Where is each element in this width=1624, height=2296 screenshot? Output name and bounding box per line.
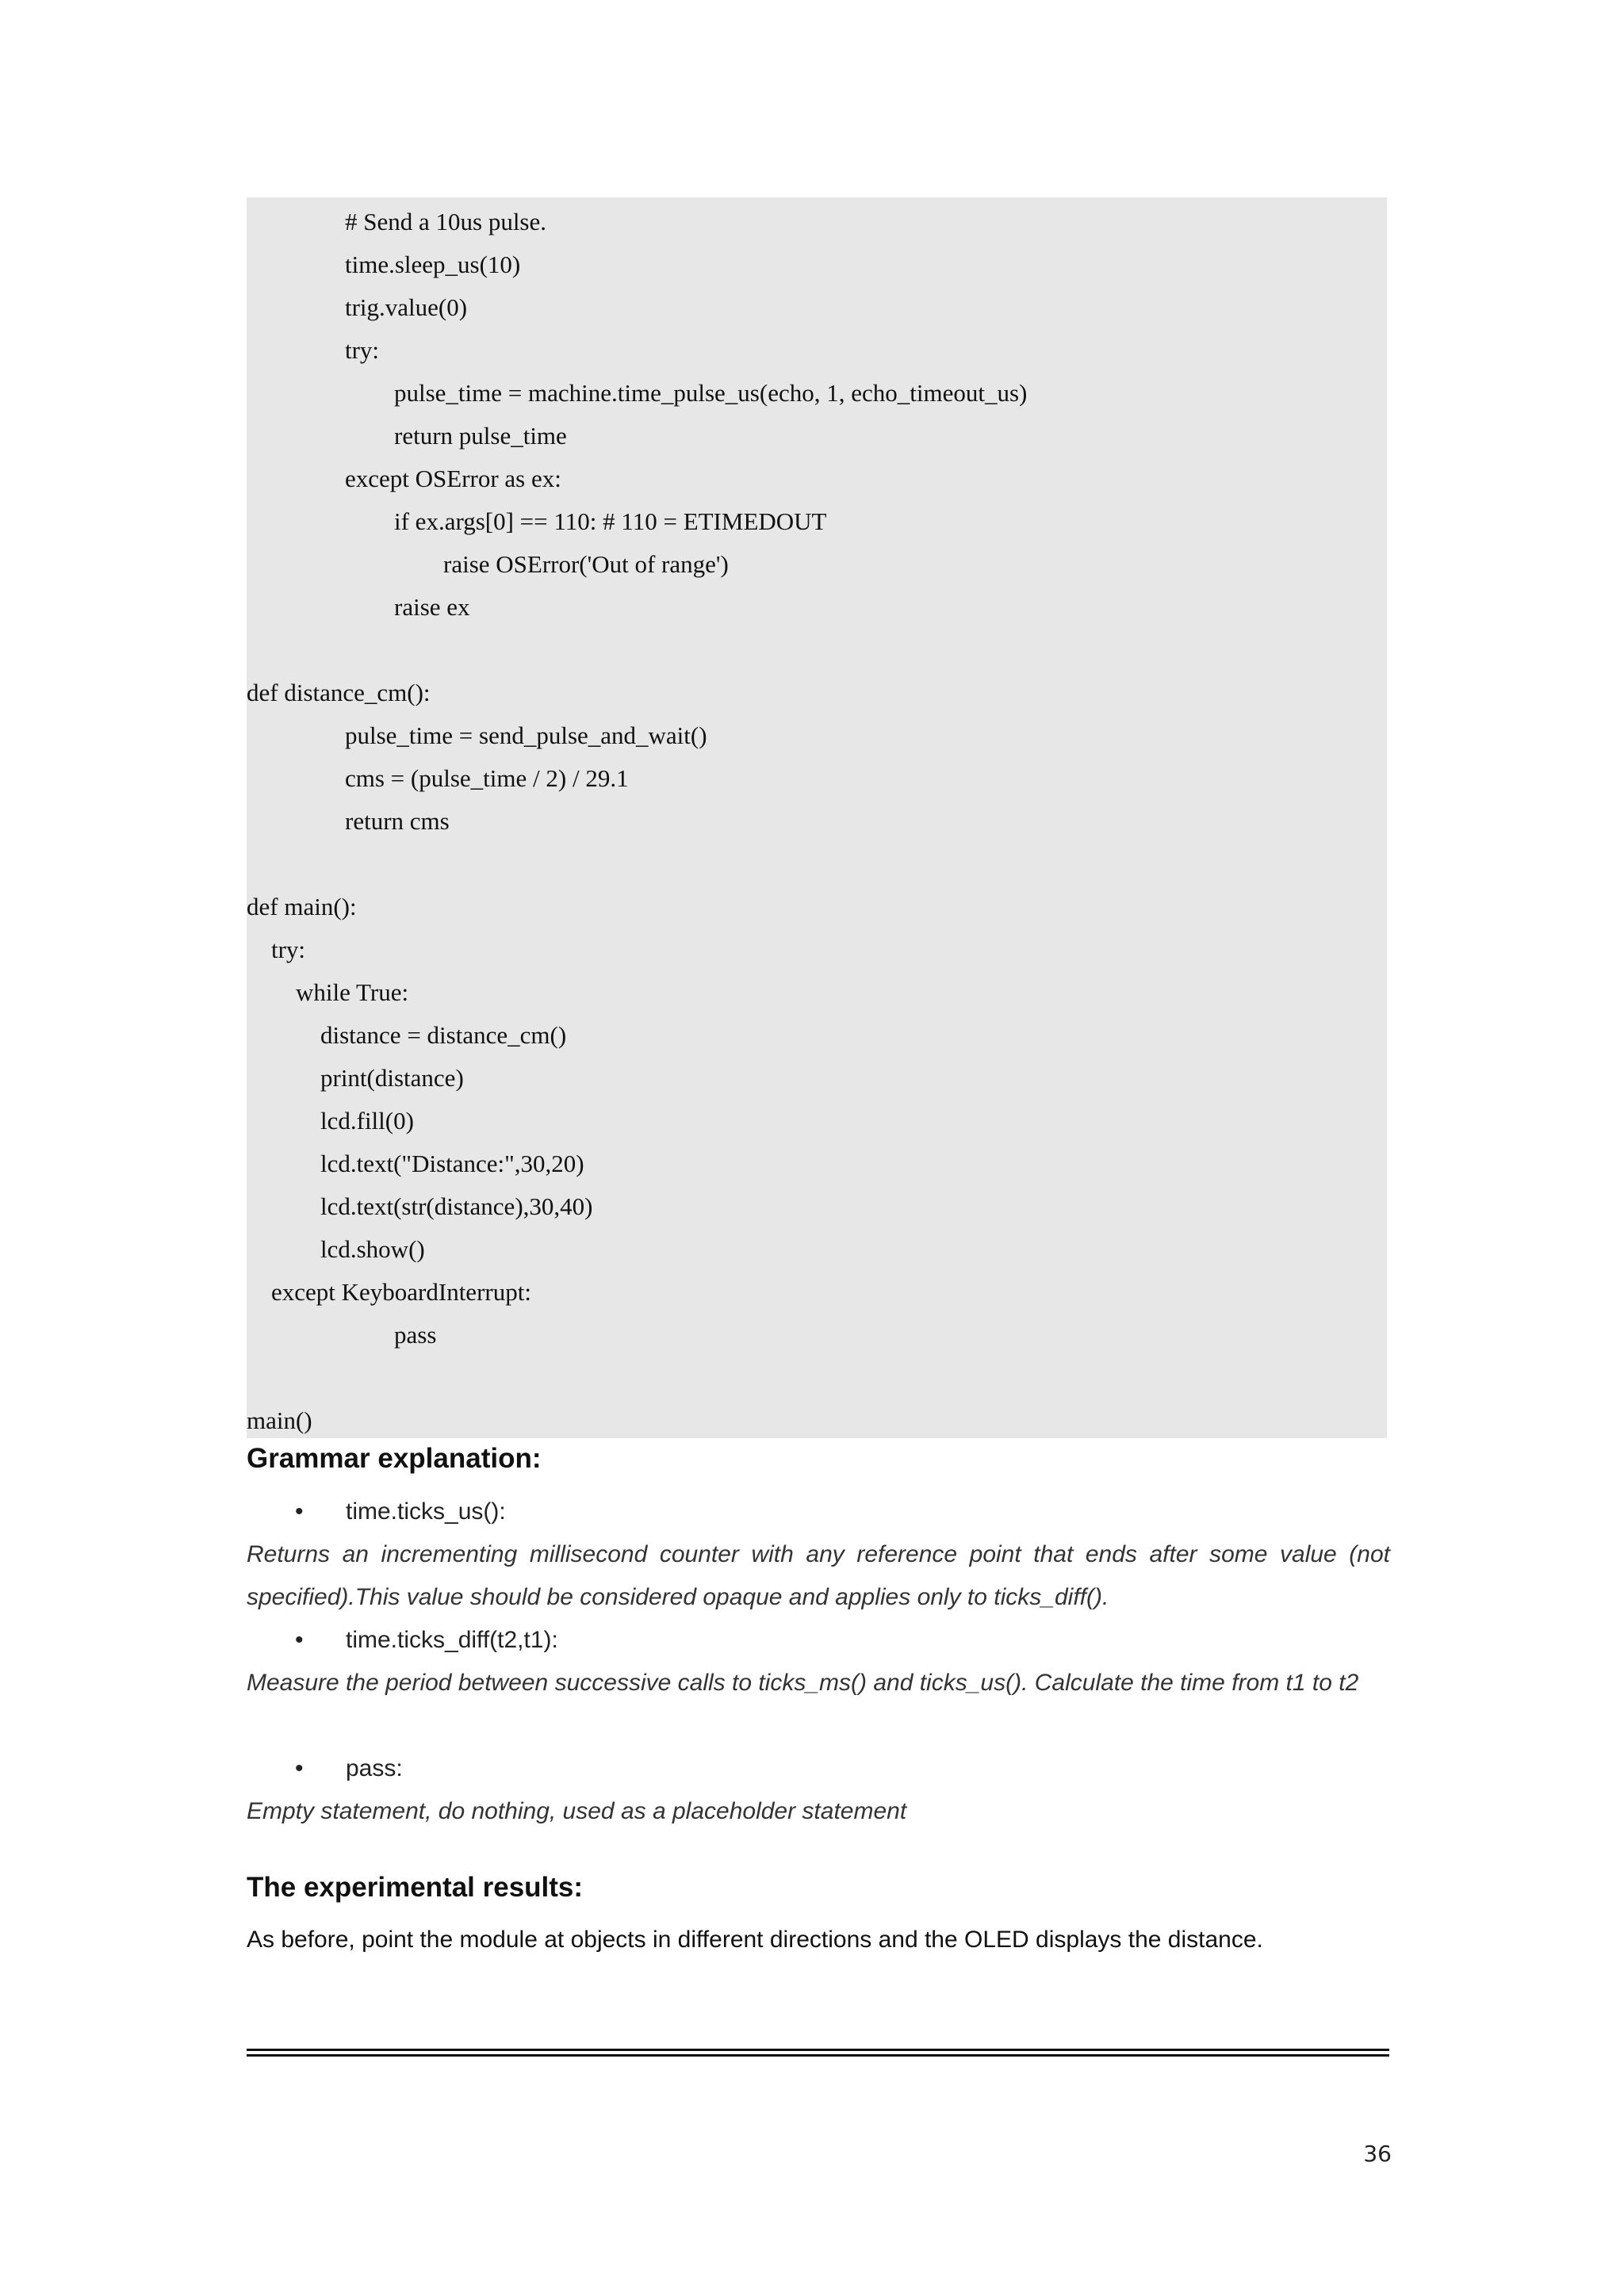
- results-heading: The experimental results:: [247, 1872, 584, 1903]
- code-line: try:: [345, 336, 380, 364]
- footer-rule-top: [247, 2049, 1389, 2051]
- code-line: # Send a 10us pulse.: [345, 208, 547, 235]
- code-line: def distance_cm():: [247, 679, 431, 706]
- code-line: distance = distance_cm(): [320, 1021, 567, 1049]
- grammar-item-description: Measure the period between successive calls to ticks_ms() and ticks_us(). Calculate the time from t1 to t2: [247, 1670, 1359, 1696]
- grammar-item-term: time.ticks_diff(t2,t1):: [346, 1627, 558, 1653]
- code-line: raise ex: [394, 593, 470, 621]
- bullet-icon: •: [295, 1498, 304, 1525]
- code-line: main(): [247, 1406, 312, 1434]
- code-line: cms = (pulse_time / 2) / 29.1: [345, 764, 629, 792]
- grammar-item-description: Returns an incrementing millisecond counter with any reference point that ends after some value (not specified).This value should be considered opaque and applies only to ticks_diff().: [247, 1541, 1390, 1610]
- grammar-item-description: Empty statement, do nothing, used as a placeholder statement: [247, 1798, 907, 1824]
- code-line: except KeyboardInterrupt:: [271, 1278, 531, 1306]
- code-line: raise OSError('Out of range'): [443, 550, 729, 578]
- grammar-heading: Grammar explanation:: [247, 1443, 542, 1474]
- code-block: [247, 197, 1387, 1438]
- code-line: while True:: [296, 978, 409, 1006]
- code-line: lcd.show(): [320, 1235, 425, 1263]
- code-line: def main():: [247, 893, 357, 920]
- code-line: lcd.text("Distance:",30,20): [320, 1150, 584, 1177]
- code-line: lcd.fill(0): [320, 1107, 414, 1135]
- page-number: 36: [1363, 2141, 1392, 2167]
- code-line: time.sleep_us(10): [345, 251, 521, 278]
- code-line: lcd.text(str(distance),30,40): [320, 1192, 593, 1220]
- code-line: if ex.args[0] == 110: # 110 = ETIMEDOUT: [394, 507, 827, 535]
- results-text: As before, point the module at objects in different directions and the OLED displays the distance.: [247, 1927, 1263, 1953]
- grammar-item-1: [247, 1490, 1390, 1533]
- bullet-icon: •: [295, 1627, 304, 1653]
- code-line: try:: [271, 936, 306, 963]
- code-line: return pulse_time: [394, 422, 567, 450]
- grammar-item-term: pass:: [346, 1755, 403, 1781]
- bullet-icon: •: [295, 1755, 304, 1781]
- code-line: except OSError as ex:: [345, 465, 561, 492]
- code-line: pass: [394, 1321, 437, 1349]
- code-line: pulse_time = send_pulse_and_wait(): [345, 721, 707, 749]
- code-line: print(distance): [320, 1064, 464, 1092]
- code-line: pulse_time = machine.time_pulse_us(echo, 1, echo_timeout_us): [394, 379, 1028, 407]
- code-line: trig.value(0): [345, 293, 468, 321]
- grammar-item-term: time.ticks_us():: [346, 1498, 506, 1525]
- code-line: return cms: [345, 807, 450, 835]
- grammar-item-3: [247, 1747, 1390, 1790]
- grammar-item-2: [247, 1619, 1390, 1662]
- footer-rule-bottom: [247, 2054, 1389, 2057]
